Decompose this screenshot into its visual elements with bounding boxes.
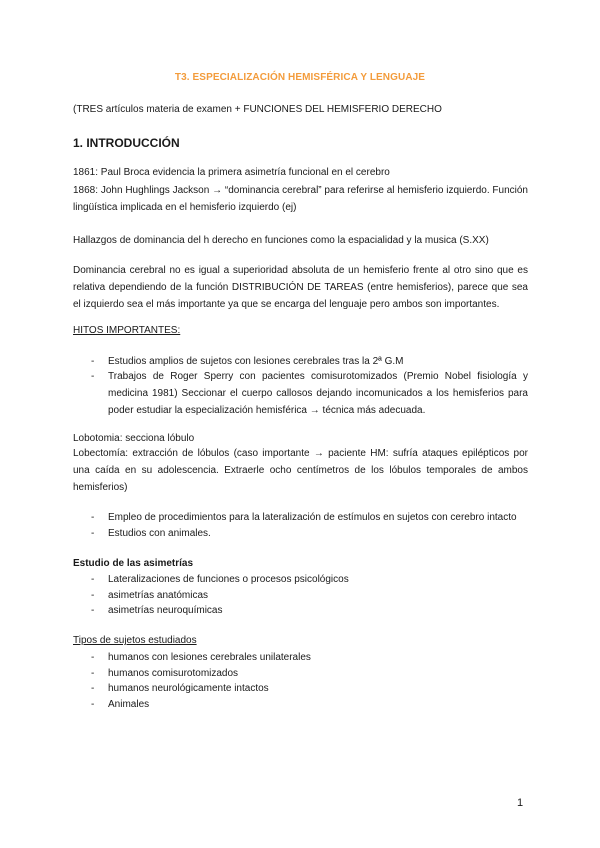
list-item-text: humanos con lesiones cerebrales unilaterales <box>108 652 311 663</box>
page-number: 1 <box>517 797 524 809</box>
bullet-dash: - <box>91 356 95 367</box>
list-item <box>91 696 528 713</box>
paragraph-hallazgos: Hallazgos de dominancia del h derecho en funciones como la espacialidad y la musica (S.XX) <box>73 235 489 246</box>
list-item <box>91 509 528 526</box>
list-item <box>91 571 528 588</box>
list-item-text: asimetrías anatómicas <box>108 590 209 601</box>
bullet-dash: - <box>91 668 95 679</box>
list-item <box>91 368 528 419</box>
list-item-text: Empleo de procedimientos para la lateralización de estímulos en sujetos con cerebro intacto <box>108 512 517 523</box>
subtitle: (TRES artículos materia de examen + FUNCIONES DEL HEMISFERIO DERECHO <box>73 104 442 115</box>
bullet-dash: - <box>91 512 95 523</box>
list-item <box>91 680 528 697</box>
bullet-dash: - <box>91 652 95 663</box>
paragraph-dominancia: Dominancia cerebral no es igual a superioridad absoluta de un hemisferio frente al otro sino que es relativa dependiendo de la función DISTRIBUCIÓN DE TAREAS (entre hemisferios), parece que sea el izquierdo sea el más importante ya que se encarga del lenguaje pero ambos son importantes. <box>73 265 528 310</box>
list-item-text: Estudios con animales. <box>108 528 211 539</box>
paragraph-1868: 1868: John Hughlings Jackson → “dominancia cerebral” para referirse al hemisferio izquierdo. Función lingüística implicada en el hemisferio izquierdo (ej) <box>73 185 528 213</box>
list-item-text: Estudios amplios de sujetos con lesiones cerebrales tras la 2ª G.M <box>108 356 404 367</box>
bullet-dash: - <box>91 574 95 585</box>
list-item-text: Lateralizaciones de funciones o procesos psicológicos <box>108 574 349 585</box>
list-item <box>91 525 528 542</box>
document-title: T3. ESPECIALIZACIÓN HEMISFÉRICA Y LENGUAJE <box>174 72 426 83</box>
list-item-text: Animales <box>108 699 150 710</box>
bullet-dash: - <box>91 590 95 601</box>
list-item-text: humanos neurológicamente intactos <box>108 683 269 694</box>
paragraph-lobotomia: Lobotomia: secciona lóbulo <box>73 433 195 444</box>
list-item <box>91 602 528 619</box>
bullet-dash: - <box>91 699 95 710</box>
list-item <box>91 649 528 666</box>
list-item-text: asimetrías neuroquímicas <box>108 605 223 616</box>
bullet-dash: - <box>91 605 95 616</box>
hitos-heading: HITOS IMPORTANTES: <box>73 325 181 336</box>
section-heading-introduccion: 1. INTRODUCCIÓN <box>73 136 180 150</box>
bullet-dash: - <box>91 371 95 382</box>
list-item-text: Trabajos de Roger Sperry con pacientes comisurotomizados (Premio Nobel fisiología y medicina 1981) Seccionar el cuerpo callosos dejando incomunicados a los hemisferios para poder estudiar la especialización hemisférica → técnica más adecuada. <box>108 371 528 416</box>
paragraph-lobectomia: Lobectomía: extracción de lóbulos (caso importante → paciente HM: sufría ataques epilépticos por una caída en su adolescencia. Extraerle ocho centímetros de los lóbulos temporales de ambos hemisferios) <box>73 448 528 493</box>
paragraph-1861: 1861: Paul Broca evidencia la primera asimetría funcional en el cerebro <box>73 167 390 178</box>
tipos-heading: Tipos de sujetos estudiados <box>73 635 197 646</box>
asimetrias-heading: Estudio de las asimetrías <box>73 558 194 569</box>
list-item-text: humanos comisurotomizados <box>108 668 239 679</box>
bullet-dash: - <box>91 683 95 694</box>
bullet-dash: - <box>91 528 95 539</box>
